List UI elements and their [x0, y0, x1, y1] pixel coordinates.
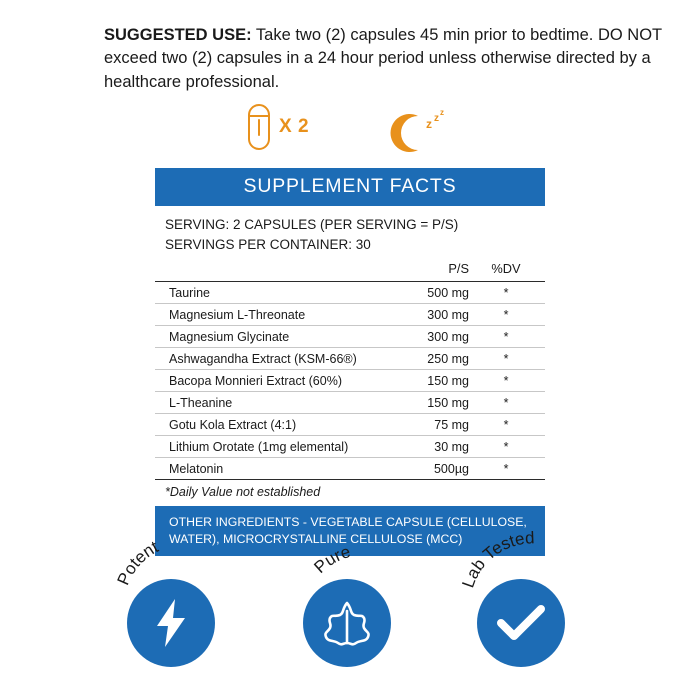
- facts-header-row: [155, 260, 545, 282]
- panel-title: SUPPLEMENT FACTS: [155, 168, 545, 206]
- ingredient-daily-value: *: [503, 439, 509, 454]
- ingredient-name: Lithium Orotate (1mg elemental): [169, 439, 349, 454]
- table-row: [155, 458, 545, 480]
- svg-text:z: z: [434, 113, 439, 124]
- suggested-use-label: SUGGESTED USE:: [104, 26, 252, 44]
- checkmark-icon: [495, 601, 547, 645]
- table-row: [155, 392, 545, 414]
- table-row: [155, 282, 545, 304]
- ingredient-amount: 300 mg: [427, 307, 469, 322]
- table-row: [155, 370, 545, 392]
- ingredient-amount: 500 mg: [427, 285, 469, 300]
- ingredient-name: Ashwagandha Extract (KSM-66®): [169, 351, 357, 366]
- serving-line-1: SERVING: 2 CAPSULES (PER SERVING = P/S): [165, 217, 459, 232]
- ingredient-daily-value: *: [503, 373, 509, 388]
- badge-lab-tested-circle: [477, 579, 565, 667]
- dosage-icon-row: [248, 104, 468, 160]
- ingredient-amount: 500µg: [433, 461, 469, 476]
- ingredient-name: L-Theanine: [169, 395, 233, 410]
- ingredient-amount: 300 mg: [427, 329, 469, 344]
- ingredient-daily-value: *: [503, 285, 509, 300]
- facts-table-body: [155, 282, 545, 480]
- serving-line-2: SERVINGS PER CONTAINER: 30: [165, 236, 371, 252]
- supplement-facts-panel: [155, 168, 545, 556]
- ingredient-amount: 75 mg: [434, 417, 469, 432]
- ingredient-daily-value: *: [503, 351, 509, 366]
- ingredient-name: Bacopa Monnieri Extract (60%): [169, 373, 342, 388]
- suggested-use-text: Take two (2) capsules 45 min prior to bedtime. DO NOT exceed two (2) capsules in a 24 hour period unless otherwise directed by a healthcare professional.: [104, 26, 662, 91]
- other-ingredients: OTHER INGREDIENTS - VEGETABLE CAPSULE (CELLULOSE, WATER), MICROCRYSTALLINE CELLULOSE (MCC): [155, 506, 545, 556]
- capsule-icon: [248, 104, 270, 150]
- capsule-dose-group: [248, 104, 309, 150]
- header-nutrient: [155, 260, 383, 282]
- badge-potent-label: Potent: [113, 537, 162, 588]
- ingredient-name: Magnesium Glycinate: [169, 329, 290, 344]
- svg-text:z: z: [426, 117, 432, 131]
- table-row: [155, 304, 545, 326]
- ingredient-daily-value: *: [503, 307, 509, 322]
- suggested-use-block: [104, 24, 670, 94]
- daily-value-footnote: *Daily Value not established: [165, 485, 321, 500]
- table-row: [155, 348, 545, 370]
- table-row: [155, 436, 545, 458]
- ingredient-name: Taurine: [169, 285, 210, 300]
- svg-text:z: z: [440, 108, 444, 117]
- leaf-icon: [322, 597, 372, 649]
- serving-info: [155, 206, 545, 258]
- ingredient-amount: 30 mg: [434, 439, 469, 454]
- ingredient-daily-value: *: [503, 417, 509, 432]
- moon-svg: [376, 106, 456, 156]
- ingredient-daily-value: *: [503, 461, 509, 476]
- facts-table-head: [155, 260, 545, 282]
- ingredient-name: Melatonin: [169, 461, 224, 476]
- header-per-serving: P/S: [448, 261, 469, 277]
- table-row: [155, 414, 545, 436]
- badge-pure-label: Pure: [310, 542, 353, 577]
- ingredient-amount: 150 mg: [427, 373, 469, 388]
- badge-potent: [112, 537, 252, 683]
- badge-lab-tested-label: Lab Tested: [458, 528, 535, 591]
- ingredient-amount: 250 mg: [427, 351, 469, 366]
- capsule-multiplier-label: X 2: [279, 116, 310, 137]
- table-row: [155, 326, 545, 348]
- badge-pure: [288, 542, 428, 683]
- badge-lab-tested: [458, 528, 602, 683]
- ingredient-daily-value: *: [503, 395, 509, 410]
- ingredient-daily-value: *: [503, 329, 509, 344]
- lightning-bolt-icon: [149, 597, 193, 649]
- badge-potent-circle: [127, 579, 215, 667]
- supplement-facts-table: [155, 260, 545, 480]
- ingredient-name: Gotu Kola Extract (4:1): [169, 417, 297, 432]
- ingredient-amount: 150 mg: [427, 395, 469, 410]
- badge-pure-circle: [303, 579, 391, 667]
- header-daily-value: %DV: [491, 261, 521, 277]
- ingredient-name: Magnesium L-Threonate: [169, 307, 306, 322]
- moon-sleep-icon: [376, 106, 456, 156]
